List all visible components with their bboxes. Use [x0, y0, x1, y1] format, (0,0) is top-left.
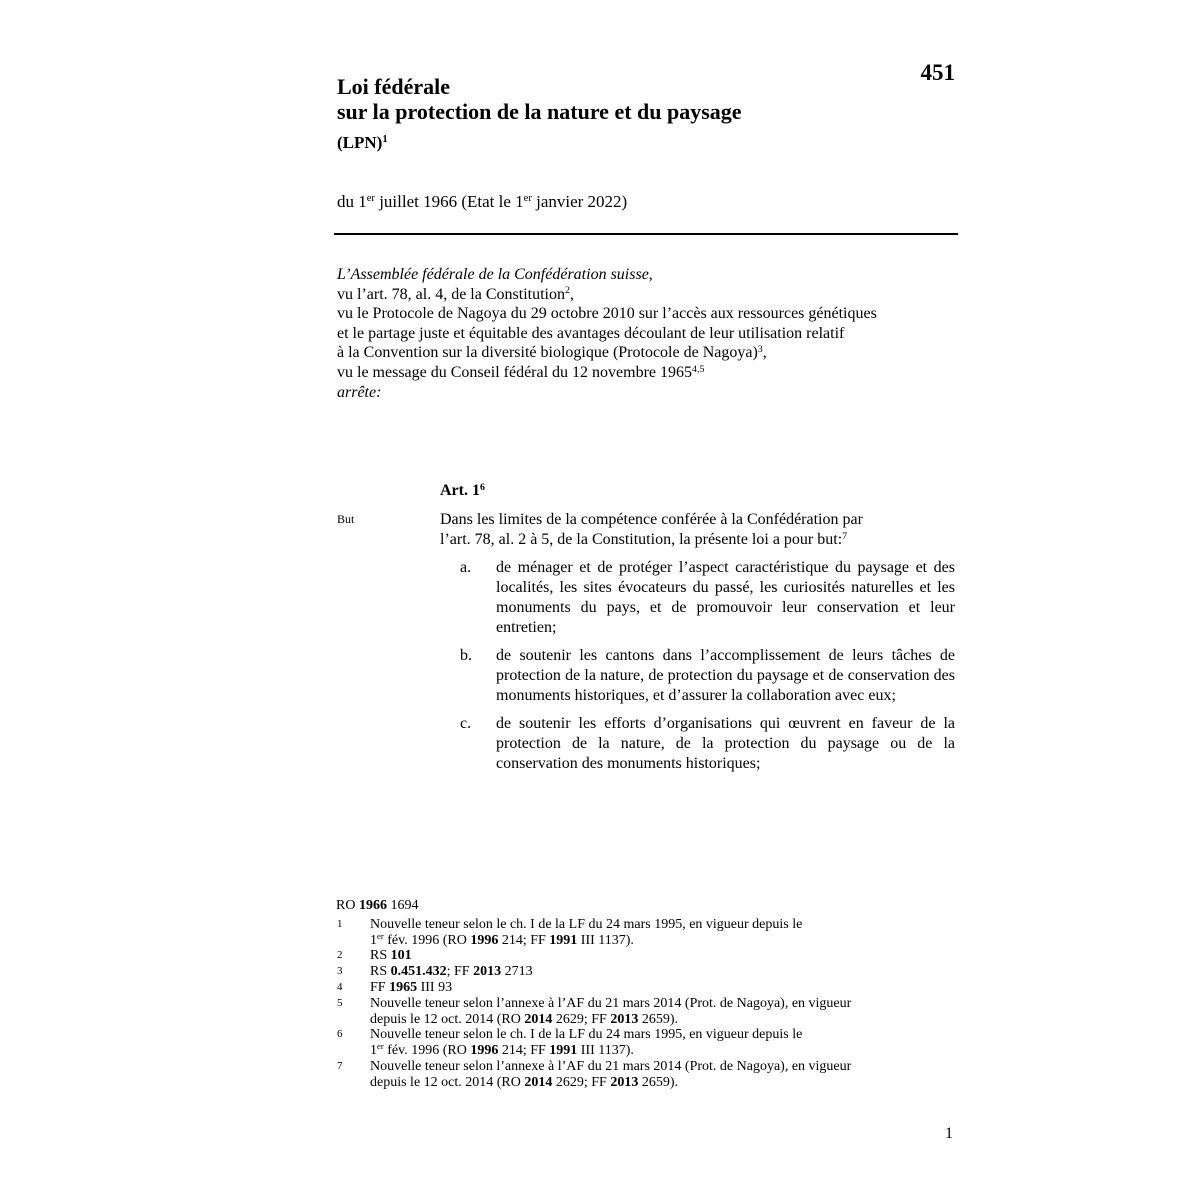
footnote-ref-7[interactable]: 7 — [842, 530, 848, 542]
list-item: a. de ménager et de protéger l’aspect caractéristique du paysage et des localités, les sites évocateurs du passé, les curiosités naturelles et les monuments du pays, et de promouvoir leur conservation et leur entretien; — [460, 559, 955, 636]
article-title: Art. $1^6$ — [440, 481, 485, 499]
preamble-line: à la Convention sur la diversité biologique (Protocole de Nagoya)$^3$, — [337, 343, 767, 362]
page-number: 1 — [945, 1125, 953, 1142]
list-item: c. de soutenir les efforts d’organisations qui œuvrent en faveur de la protection de la nature, de la protection du paysage ou de la conservation des monuments historiques; — [460, 715, 955, 772]
footnote: 6 Nouvelle teneur selon le ch. I de la LF du 24 mars 1995, en vigueur depuis le 1er fév. 1996 (RO 1996 214; FF 1991 III 1137). — [337, 1027, 803, 1059]
footnote: 7 Nouvelle teneur selon l’annexe à l’AF du 21 mars 2014 (Prot. de Nagoya), en vigueur depuis le 12 oct. 2014 (RO 2014 2629; FF 2013 2659). — [337, 1058, 852, 1090]
list-item: b. de soutenir les cantons dans l’accomplissement de leurs tâches de protection de la nature, de protection du paysage et de conservation des monuments historiques, et d’assurer la collaboration avec eux; — [460, 647, 955, 704]
footnote: 4 FF 1965 III 93 — [337, 979, 453, 995]
footnote-ref-2[interactable]: 2 — [564, 285, 570, 297]
title-line-1: Loi fédérale — [337, 74, 451, 99]
footnote: 3 RS 0.451.432; FF 2013 2713 — [337, 964, 533, 980]
date-line: du 1er juillet 1966 (Etat le 1er janvier 2022) — [337, 192, 628, 211]
footnote: 1 Nouvelle teneur selon le ch. I de la LF du 24 mars 1995, en vigueur depuis le 1er fév. 1996 (RO 1996 214; FF 1991 III 1137). — [337, 916, 803, 948]
preamble-decree: arrête: — [337, 383, 382, 401]
preamble-assembly: L’Assemblée fédérale de la Confédération suisse, — [337, 266, 653, 283]
footnote: 5 Nouvelle teneur selon l’annexe à l’AF du 21 mars 2014 (Prot. de Nagoya), en vigueur depuis le 12 oct. 2014 (RO 2014 2629; FF 2013 2659). — [337, 995, 852, 1027]
footnotes — [336, 898, 956, 1091]
footnote-ref-3[interactable]: 3 — [757, 343, 763, 355]
article-margin-note: But — [337, 512, 355, 526]
footnote-ref-6[interactable]: 6 — [479, 481, 485, 493]
footnote-ref-4-5[interactable]: 4,5 — [692, 363, 705, 375]
title-line-2: sur la protection de la nature et du paysage — [337, 99, 742, 124]
preamble-line: vu le message du Conseil fédéral du 12 novembre 1965$^{4,5}$ — [337, 363, 705, 381]
preamble-line: vu le Protocole de Nagoya du 29 octobre 2010 sur l’accès aux ressources génétiques — [337, 305, 877, 323]
official-source-reference: RO 1966 1694 — [336, 898, 419, 913]
article-intro: Dans les limites de la compétence conférée à la Confédération par l’art. 78, al. 2 à 5, de la Constitution, la présente loi a pour but:$^7$ — [440, 511, 863, 548]
footnote-ref-1[interactable]: 1 — [382, 134, 388, 146]
preamble-line: vu l’art. 78, al. 4, de la Constitution$^2$, — [337, 285, 574, 303]
header-divider — [334, 233, 958, 235]
footnote: 2 RS 101 — [337, 948, 412, 964]
preamble-line: et le partage juste et équitable des avantages découlant de leur utilisation relatif — [337, 324, 845, 342]
preamble — [337, 265, 962, 402]
article-items — [440, 558, 955, 782]
law-title — [337, 74, 742, 155]
document-number: 451 — [920, 60, 955, 85]
law-abbreviation: (LPN)$^1$ — [337, 133, 388, 152]
